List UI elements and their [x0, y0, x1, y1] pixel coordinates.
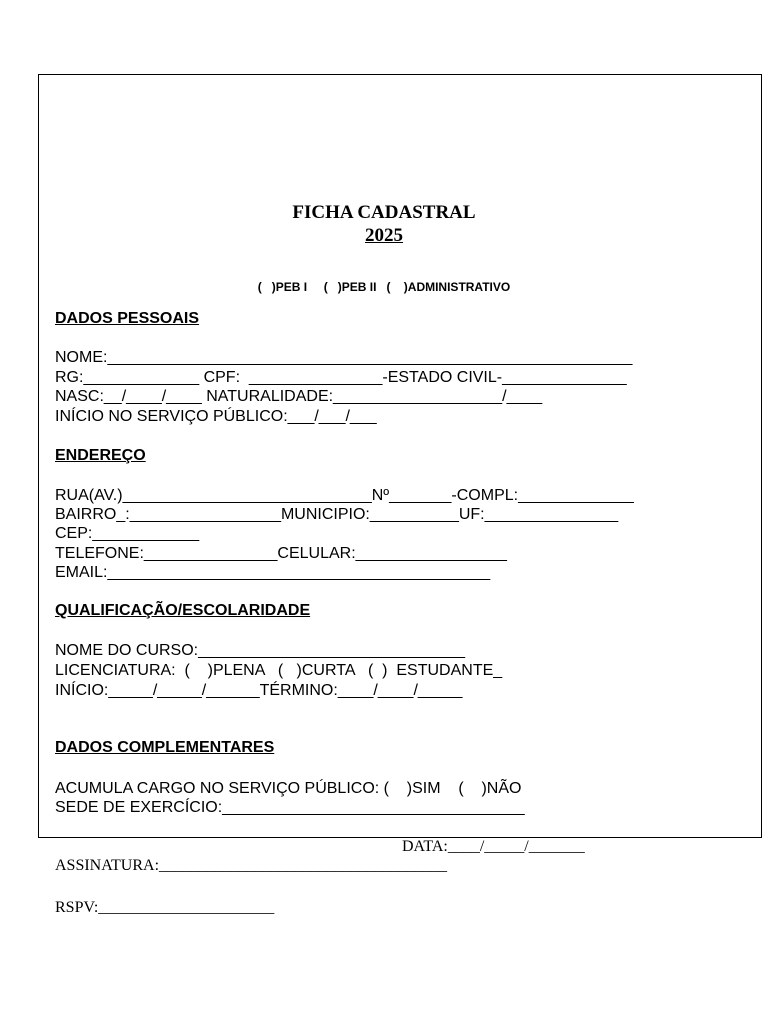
field-bairro-municipio-uf[interactable]: BAIRRO_:_________________MUNICIPIO:__________UF:_______________ — [55, 506, 619, 523]
form-border — [38, 74, 762, 838]
field-sede-exercicio[interactable]: SEDE DE EXERCÍCIO:__________________________________ — [55, 799, 525, 816]
section-dados-pessoais: DADOS PESSOAIS — [55, 310, 200, 327]
field-licenciatura[interactable]: LICENCIATURA: ( )PLENA ( )CURTA ( ) ESTUDANTE_ — [55, 662, 503, 679]
section-endereco: ENDEREÇO — [55, 447, 146, 464]
field-data[interactable]: DATA:____/_____/_______ — [402, 838, 585, 855]
field-telefone-celular[interactable]: TELEFONE:_______________CELULAR:_________________ — [55, 545, 507, 562]
form-title: FICHA CADASTRAL — [292, 202, 476, 223]
field-nasc-naturalidade[interactable]: NASC:__/____/____ NATURALIDADE:___________________/____ — [55, 388, 543, 405]
field-rua[interactable]: RUA(AV.)____________________________Nº_______-COMPL:_____________ — [55, 487, 634, 504]
role-options[interactable]: ( )PEB I ( )PEB II ( )ADMINISTRATIVO — [257, 280, 511, 294]
field-cep[interactable]: CEP:____________ — [55, 525, 200, 542]
field-acumula-cargo[interactable]: ACUMULA CARGO NO SERVIÇO PÚBLICO: ( )SIM ( )NÃO — [55, 780, 522, 797]
field-rg-cpf-estado-civil[interactable]: RG:_____________ CPF: _______________-ESTADO CIVIL-______________ — [55, 369, 627, 386]
section-dados-complementares: DADOS COMPLEMENTARES — [55, 739, 275, 756]
field-inicio-servico[interactable]: INÍCIO NO SERVIÇO PÚBLICO:___/___/___ — [55, 408, 377, 425]
field-nome[interactable]: NOME:___________________________________________________________ — [55, 349, 633, 366]
field-email[interactable]: EMAIL:___________________________________________ — [55, 564, 491, 581]
field-rspv[interactable]: RSPV:______________________ — [55, 899, 275, 916]
field-nome-curso[interactable]: NOME DO CURSO:______________________________ — [55, 642, 466, 659]
section-qualificacao: QUALIFICAÇÃO/ESCOLARIDADE — [55, 602, 311, 619]
form-year: 2025 — [365, 225, 403, 246]
field-inicio-termino[interactable]: INÍCIO:_____/_____/______TÉRMINO:____/____/_____ — [55, 682, 463, 699]
field-assinatura[interactable]: ASSINATURA:____________________________________ — [55, 857, 448, 874]
